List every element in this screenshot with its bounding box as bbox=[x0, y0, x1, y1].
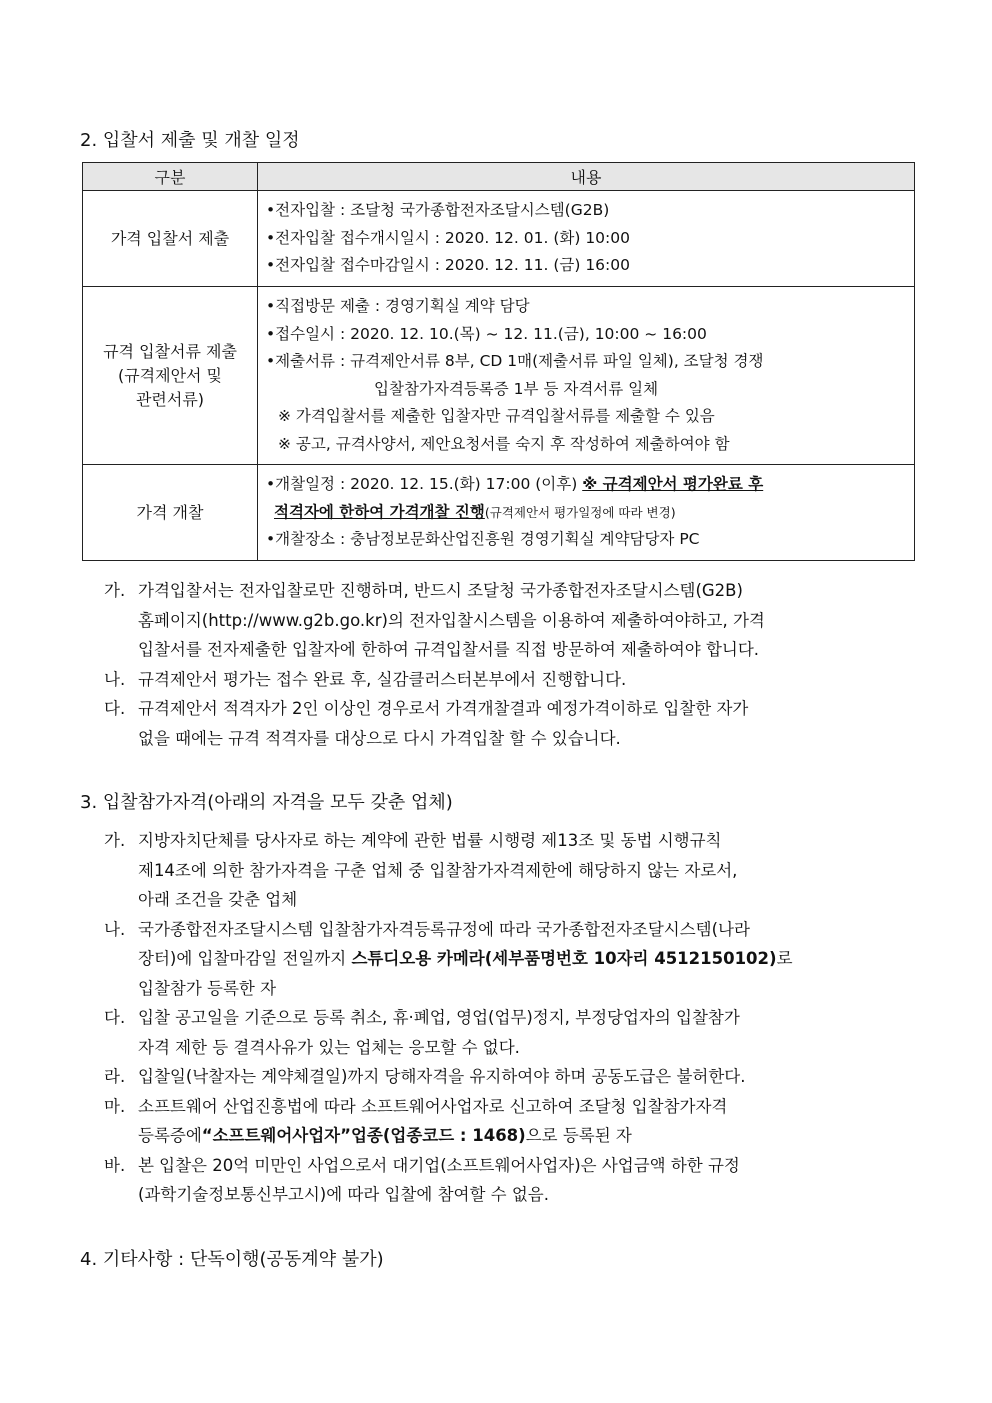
table-header-row bbox=[83, 163, 915, 191]
list-item: 가. 지방자치단체를 당사자로 하는 계약에 관한 법률 시행령 제13조 및 동법 시행규칙 제14조에 의한 참가자격을 구춘 업체 중 입찰참가자격제한에 해당하지 않는 자로서, 아래 조건을 갖춘 업체 bbox=[104, 831, 738, 909]
table-row bbox=[83, 465, 915, 561]
list-item: 다. 입찰 공고일을 기준으로 등록 취소, 휴·폐업, 영업(업무)정지, 부정당업자의 입찰참가 자격 제한 등 결격사유가 있는 업체는 응모할 수 없다. bbox=[104, 1008, 740, 1057]
list-item: 마. 소프트웨어 산업진흥법에 따라 소프트웨어사업자로 신고하여 조달청 입찰참가자격 등록증에“소프트웨어사업자”업종(업종코드 : 1468)으로 등록된 자 bbox=[104, 1096, 728, 1145]
row-content: •직접방문 제출 : 경영기획실 계약 담당 •접수일시 : 2020. 12. 10.(목) ~ 12. 11.(금), 10:00 ~ 16:00 •제출서류 : 규격제안서류 8부, CD 1매(제출서류 파일 일체), 조달청 경쟁 입찰참가자격등록증 1부 등 자격서류 일체 ※ 가격입찰서를 제출한 입찰자만 규격입찰서류를 제출할 수 있음 ※ 공고, 규격사양서, 제안요청서를 숙지 후 작성하여 제출하여야 함 bbox=[258, 287, 915, 465]
header-category: 구분 bbox=[83, 163, 258, 191]
emphasis-text: 스튜디오용 카메라(세부품명번호 10자리 4512150102) bbox=[351, 949, 777, 968]
row-content: •개찰일정 : 2020. 12. 15.(화) 17:00 (이후) ※ 규격제안서 평가완료 후 적격자에 한하여 가격개찰 진행(규격제안서 평가일정에 따라 변경) •개찰장소 : 충남정보문화산업진흥원 경영기획실 계약담당자 PC bbox=[258, 465, 915, 561]
section2-title: 2. 입찰서 제출 및 개찰 일정 bbox=[80, 130, 300, 151]
list-item: 나. 규격제안서 평가는 접수 완료 후, 실감클러스터본부에서 진행합니다. bbox=[104, 669, 627, 689]
schedule-table bbox=[82, 162, 915, 561]
section3-title: 3. 입찰참가자격(아래의 자격을 모두 갖춘 업체) bbox=[80, 792, 453, 813]
row-label: 가격 개찰 bbox=[83, 465, 258, 561]
list-item: 바. 본 입찰은 20억 미만인 사업으로서 대기업(소프트웨어사업자)은 사업금액 하한 규정 (과학기술정보통신부고시)에 따라 입찰에 참여할 수 없음. bbox=[104, 1155, 740, 1204]
section3-items bbox=[104, 826, 916, 1210]
row-content: •전자입찰 : 조달청 국가종합전자조달시스템(G2B) •전자입찰 접수개시일시 : 2020. 12. 01. (화) 10:00 •전자입찰 접수마감일시 : 2020. 12. 11. (금) 16:00 bbox=[258, 191, 915, 287]
table-row bbox=[83, 287, 915, 465]
list-item: 나. 국가종합전자조달시스템 입찰참가자격등록규정에 따라 국가종합전자조달시스템(나라 장터)에 입찰마감일 전일까지 스튜디오용 카메라(세부품명번호 10자리 4512150102)로 입찰참가 등록한 자 bbox=[104, 919, 793, 998]
note-line: ※ 공고, 규격사양서, 제안요청서를 숙지 후 작성하여 제출하여야 함 bbox=[278, 434, 730, 453]
list-item: 가. 가격입찰서는 전자입찰로만 진행하며, 반드시 조달청 국가종합전자조달시스템(G2B) 홈페이지(http://www.g2b.go.kr)의 전자입찰시스템을 이용하여 제출하여야하고, 가격 입찰서를 전자제출한 입찰자에 한하여 규격입찰서를 직접 방문하여 제출하여야 합니다. bbox=[104, 581, 765, 659]
row-label: 규격 입찰서류 제출 (규격제안서 및 관련서류) bbox=[83, 287, 258, 465]
emphasis-text: “소프트웨어사업자”업종(업종코드 : 1468) bbox=[201, 1126, 526, 1145]
section4-title: 4. 기타사항 : 단독이행(공동계약 불가) bbox=[80, 1249, 384, 1270]
list-item: 다. 규격제안서 적격자가 2인 이상인 경우로서 가격개찰결과 예정가격이하로 입찰한 자가 없을 때에는 규격 적격자를 대상으로 다시 가격입찰 할 수 있습니다. bbox=[104, 699, 749, 748]
table-row bbox=[83, 191, 915, 287]
row-label: 가격 입찰서 제출 bbox=[83, 191, 258, 287]
header-content: 내용 bbox=[258, 163, 915, 191]
emphasis-text: ※ 규격제안서 평가완료 후 bbox=[582, 475, 764, 494]
emphasis-text: 적격자에 한하여 가격개찰 진행 bbox=[274, 502, 485, 521]
section2-notes bbox=[104, 576, 916, 753]
note-line: ※ 가격입찰서를 제출한 입찰자만 규격입찰서류를 제출할 수 있음 bbox=[278, 407, 715, 425]
list-item: 라. 입찰일(낙찰자는 계약체결일)까지 당해자격을 유지하여야 하며 공동도급은 불허한다. bbox=[104, 1067, 746, 1086]
